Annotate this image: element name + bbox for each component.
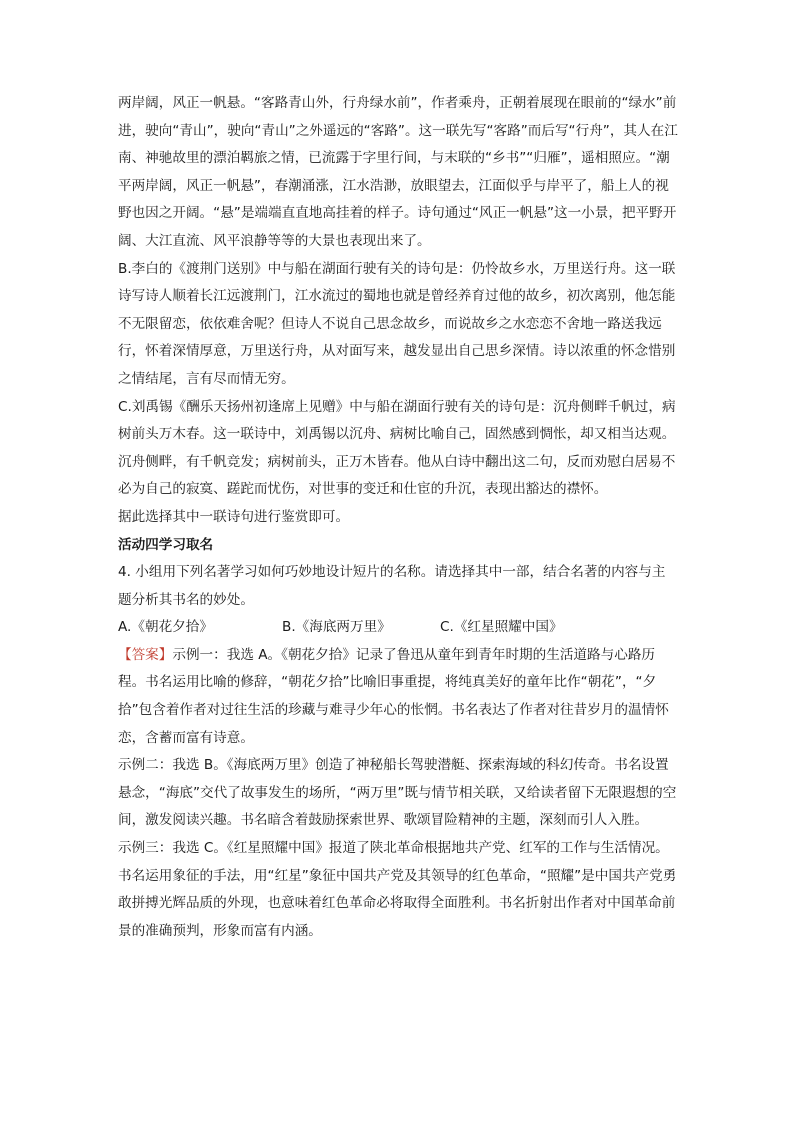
answer-example-1-text: 示例一：我选 A。《朝花夕拾》记录了鲁迅从童年到青年时期的生活道路与心路历程。书名运用比喻的修辞，“朝花夕拾”比喻旧事重提，将纯真美好的童年比作“朝花”，“夕拾”包含着作者对过往生活的珍藏与难寻少年心的怅惘。书名表达了作者对往昔岁月的温情怀恋，含蓄而富有诗意。 (118, 646, 669, 746)
answer-example-2: 示例二：我选 B。《海底两万里》创造了神秘船长驾驶潜艇、探索海域的科幻传奇。书名设置悬念，“海底”交代了故事发生的场所，“两万里”既与情节相关联，又给读者留下无限遐想的空间，激发阅读兴趣。书名暗含着鼓励探索世界、歌颂冒险精神的主题，深刻而引人入胜。 (118, 757, 677, 829)
paragraph-appreciation-b: B.李白的《渡荆门送别》中与船在湖面行驶有关的诗句是：仍怜故乡水，万里送行舟。这一联诗写诗人顺着长江远渡荆门，江水流过的蜀地也就是曾经养育过他的故乡，初次离别，他怎能不无限留恋，依依难舍呢？但诗人不说自己思念故乡，而说故乡之水恋恋不舍地一路送我远行，怀着深情厚意，万里送行舟，从对面写来，越发显出自己思乡深情。诗以浓重的怀念惜别之情结尾，言有尽而情无穷。 (118, 260, 676, 387)
question-4: 4. 小组用下列名著学习如何巧妙地设计短片的名称。请选择其中一部，结合名著的内容与主题分析其书名的妙处。 (118, 564, 666, 608)
option-a: A.《朝花夕拾》 (118, 619, 213, 636)
answer-options (118, 614, 678, 642)
answer-tag: 【答案】 (118, 646, 173, 663)
answer-example-3: 示例三：我选 C。《红星照耀中国》报道了陕北革命根据地共产党、红军的工作与生活情况。书名运用象征的手法，用“红星”象征中国共产党及其领导的红色革命，“照耀”是中国共产党勇敢拼搏光辉品质的外现，也意味着红色革命必将取得全面胜利。书名折射出作者对中国革命前景的准确预判，形象而富有内涵。 (118, 840, 677, 939)
section-heading: 活动四学习取名 (118, 536, 214, 553)
document-body (118, 90, 678, 945)
answer-example-1 (118, 642, 678, 752)
paragraph-appreciation-a: 两岸阔，风正一帆悬。“客路青山外，行舟绿水前”，作者乘舟，正朝着展现在眼前的“绿水”前进，驶向“青山”，驶向“青山”之外遥远的“客路”。这一联先写“客路”而后写“行舟”，其人在江南、神驰故里的漂泊羁旅之情，已流露于字里行间，与末联的“乡书”“归雁”，遥相照应。“潮平两岸阔，风正一帆悬”，春潮涌涨，江水浩渺，放眼望去，江面似乎与岸平了，船上人的视野也因之开阔。“悬”是端端直直地高挂着的样子。诗句通过“风正一帆悬”这一小景，把平野开阔、大江直流、风平浪静等等的大景也表现出来了。 (118, 95, 678, 249)
paragraph-appreciation-c: C.刘禹锡《酬乐天扬州初逢席上见赠》中与船在湖面行驶有关的诗句是：沉舟侧畔千帆过，病树前头万木春。这一联诗中，刘禹锡以沉舟、病树比喻自己，固然感到惆怅，却又相当达观。沉舟侧畔，有千帆竞发；病树前头，正万木皆春。他从白诗中翻出这二句，反而劝慰白居易不必为自己的寂寞、蹉跎而忧伤，对世事的变迁和仕宦的升沉，表现出豁达的襟怀。 (118, 398, 676, 498)
option-c: C.《红星照耀中国》 (440, 619, 563, 636)
paragraph-summary: 据此选择其中一联诗句进行鉴赏即可。 (118, 508, 350, 525)
option-b: B.《海底两万里》 (282, 619, 391, 636)
